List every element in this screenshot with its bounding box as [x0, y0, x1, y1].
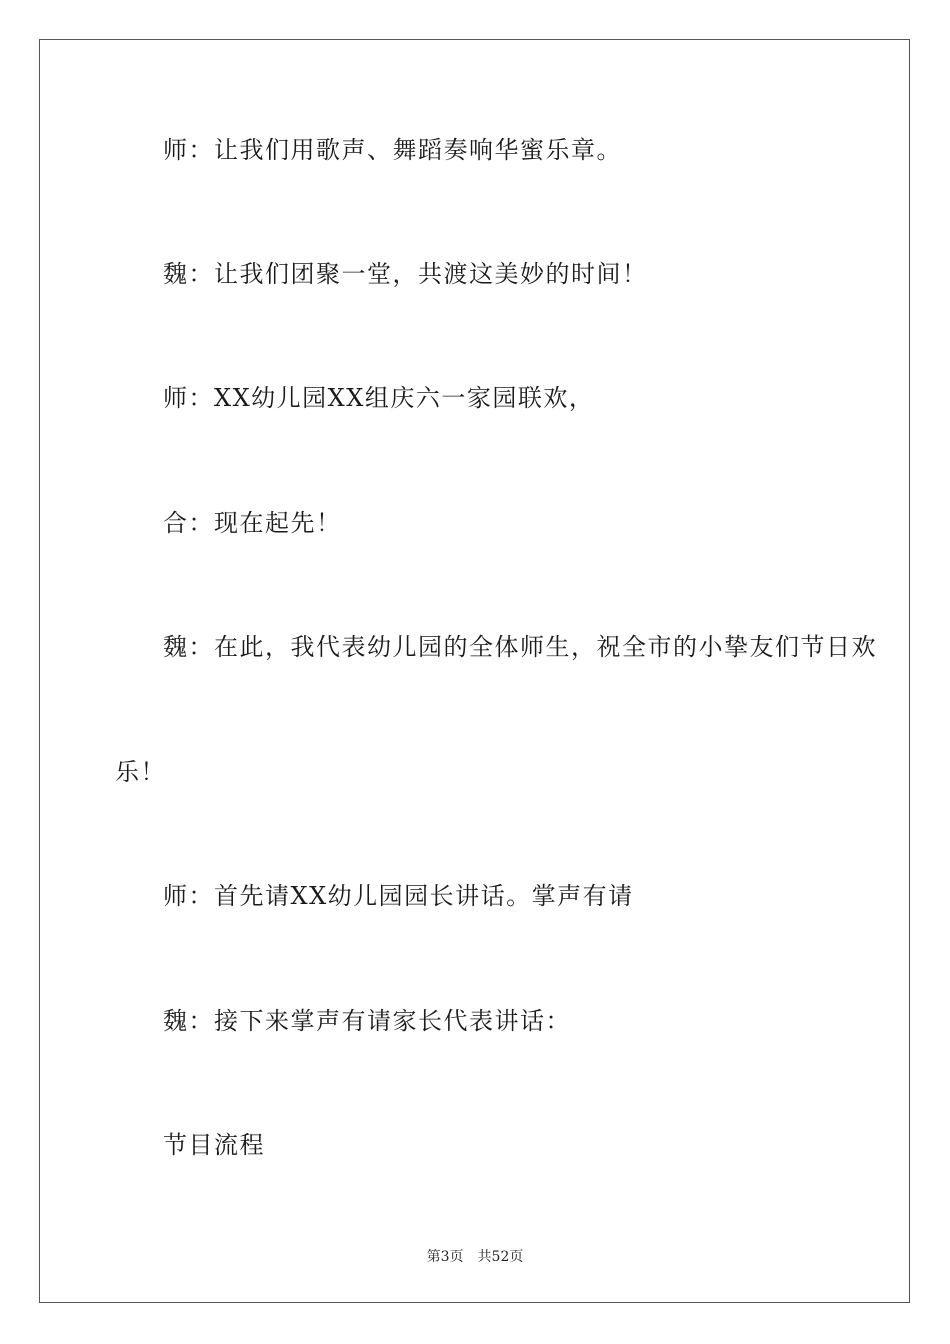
- page-footer: [0, 1247, 950, 1267]
- page-number: 第3页: [426, 1249, 464, 1265]
- dialogue-line-7: 魏：接下来掌声有请家长代表讲话：: [163, 1007, 571, 1035]
- page-total: 共52页: [477, 1249, 524, 1265]
- dialogue-line-2: 魏：让我们团聚一堂，共渡这美妙的时间！: [163, 260, 648, 288]
- page-border: [39, 39, 910, 1303]
- dialogue-line-5: 魏：在此，我代表幼儿园的全体师生，祝全市的小挚友们节日欢: [163, 633, 877, 661]
- dialogue-line-6: 师：首先请XX幼儿园园长讲话。掌声有请: [163, 882, 634, 910]
- dialogue-line-3: 师：XX幼儿园XX组庆六一家园联欢，: [163, 384, 595, 412]
- dialogue-line-5-continued: 乐！: [115, 758, 166, 786]
- section-heading: 节目流程: [163, 1131, 265, 1159]
- dialogue-line-1: 师：让我们用歌声、舞蹈奏响华蜜乐章。: [163, 136, 622, 164]
- dialogue-line-4: 合：现在起先！: [163, 509, 342, 537]
